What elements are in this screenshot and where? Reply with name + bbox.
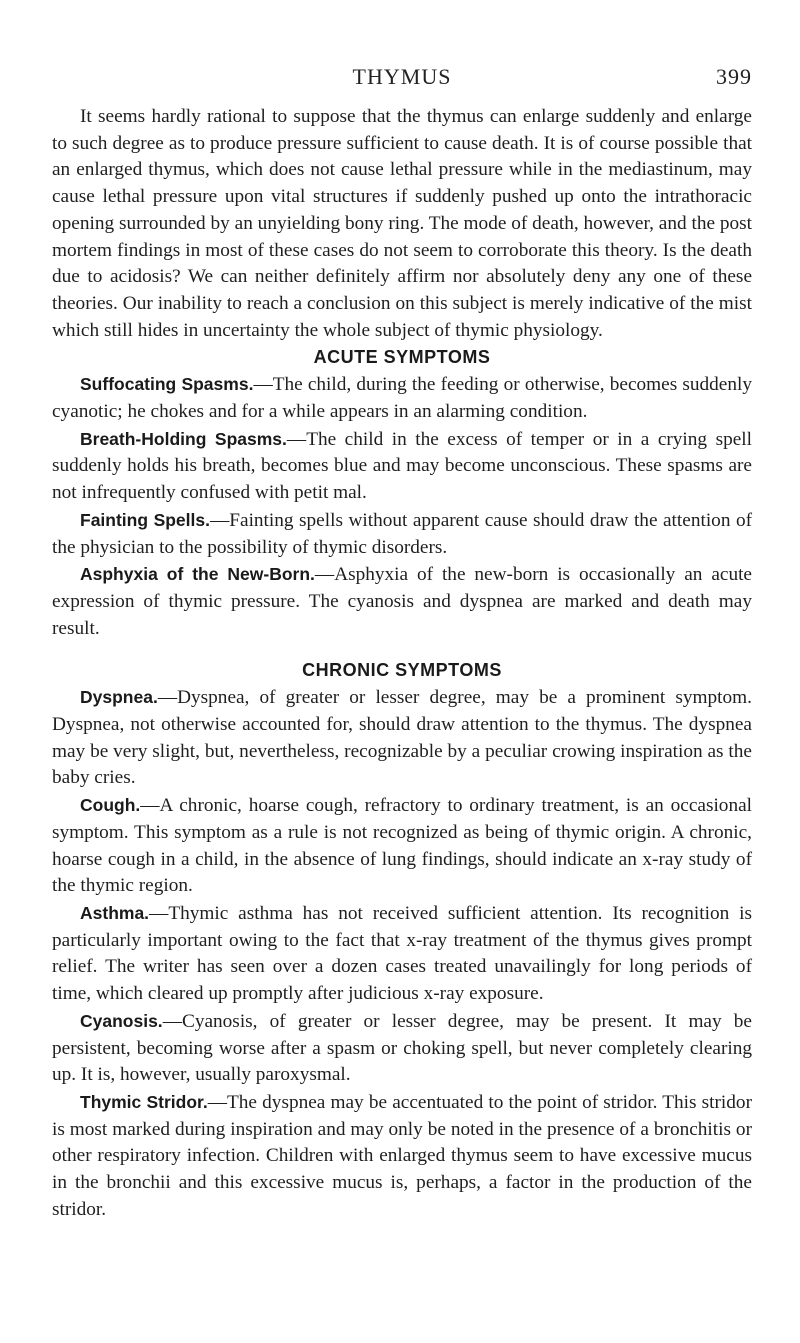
body-text — [52, 104, 752, 1223]
symptom-paragraph — [52, 1008, 752, 1089]
symptom-term: Cyanosis. — [80, 1010, 163, 1031]
symptom-paragraph — [52, 684, 752, 792]
chronic-symptoms-heading: CHRONIC SYMPTOMS — [302, 660, 502, 681]
symptom-description: —Thymic asthma has not received sufficient attention. Its recognition is particularly important owing to the fact that x-ray treatment of the thymus gives prompt relief. The writer has seen over a dozen cases treated unavailingly for long periods of time, which cleared up promptly after judicious x-ray exposure. — [52, 902, 752, 1005]
symptom-paragraph — [52, 371, 752, 425]
symptom-paragraph — [52, 792, 752, 900]
symptom-paragraph — [52, 900, 752, 1008]
symptom-description: —The child in the excess of temper or in a crying spell suddenly holds his breath, becomes blue and may become unconscious. These spasms are not infrequently confused with petit mal. — [52, 428, 752, 504]
acute-symptoms-heading: ACUTE SYMPTOMS — [313, 347, 491, 368]
symptom-term: Suffocating Spasms. — [80, 374, 254, 395]
symptom-term: Dyspnea. — [80, 687, 158, 708]
symptom-term: Cough. — [80, 795, 141, 816]
symptom-description: —Cyanosis, of greater or lesser degree, may be present. It may be persistent, becoming worse after a spasm or choking spell, but never completely clearing up. It is, however, usually paroxysmal. — [52, 1010, 752, 1086]
symptom-description: —A chronic, hoarse cough, refractory to ordinary treatment, is an occasional symptom. This symptom as a rule is not recognized as being of thymic origin. A chronic, hoarse cough in a child, in the absence of lung findings, should indicate an x-ray study of the thymic region. — [52, 795, 752, 897]
symptom-description: —Dyspnea, of greater or lesser degree, may be a prominent symptom. Dyspnea, not otherwise accounted for, should draw attention to the thymus. The dyspnea may be very slight, but, nevertheless, recognizable by a peculiar crowing inspiration as the baby cries. — [52, 687, 752, 789]
symptom-description: —The dyspnea may be accentuated to the point of stridor. This stridor is most marked during inspiration and may only be noted in the presence of a bronchitis or other respiratory infection. Children with enlarged thymus seem to have excessive mucus in the bronchii and this excessive mucus is, perhaps, a factor in the production of the stridor. — [52, 1091, 752, 1220]
symptom-description: —The child, during the feeding or otherwise, becomes suddenly cyanotic; he chokes and for a while appears in an alarming condition. — [52, 374, 752, 423]
symptom-term: Asthma. — [80, 902, 150, 923]
symptom-description: —Asphyxia of the new-born is occasionally an acute expression of thymic pressure. The cyanosis and dyspnea are marked and death may result. — [52, 564, 752, 639]
symptom-term: Breath-Holding Spasms. — [80, 428, 287, 449]
intro-paragraph: It seems hardly rational to suppose that the thymus can enlarge suddenly and enlarge to such degree as to produce pressure sufficient to cause death. It is of course possible that an enlarged thymus, which does not cause lethal pressure while in the mediastinum, may cause lethal pressure upon vital structures if suddenly pushed up onto the intrathoracic opening surrounded by an unyielding bony ring. The mode of death, however, and the post mortem findings in most of these cases do not seem to corroborate this theory. Is the death due to acidosis? We can neither definitely affirm nor absolutely deny any one of these theories. Our inability to reach a conclusion on this subject is merely indicative of the mist which still hides in uncertainty the whole subject of thymic physiology. — [52, 106, 752, 341]
symptom-paragraph — [52, 1089, 752, 1224]
running-title: THYMUS — [352, 64, 452, 89]
symptom-paragraph — [52, 561, 752, 642]
section-spacer — [52, 642, 752, 657]
symptom-paragraph — [52, 426, 752, 507]
symptom-term: Asphyxia of the New-Born. — [80, 564, 315, 585]
symptom-description: —Fainting spells without apparent cause should draw the attention of the physician to the possibility of thymic disorders. — [52, 509, 753, 558]
running-head — [52, 64, 752, 94]
page-number: 399 — [716, 64, 752, 89]
symptom-term: Fainting Spells. — [80, 509, 210, 530]
symptom-term: Thymic Stridor. — [80, 1091, 208, 1112]
symptom-paragraph — [52, 507, 752, 561]
